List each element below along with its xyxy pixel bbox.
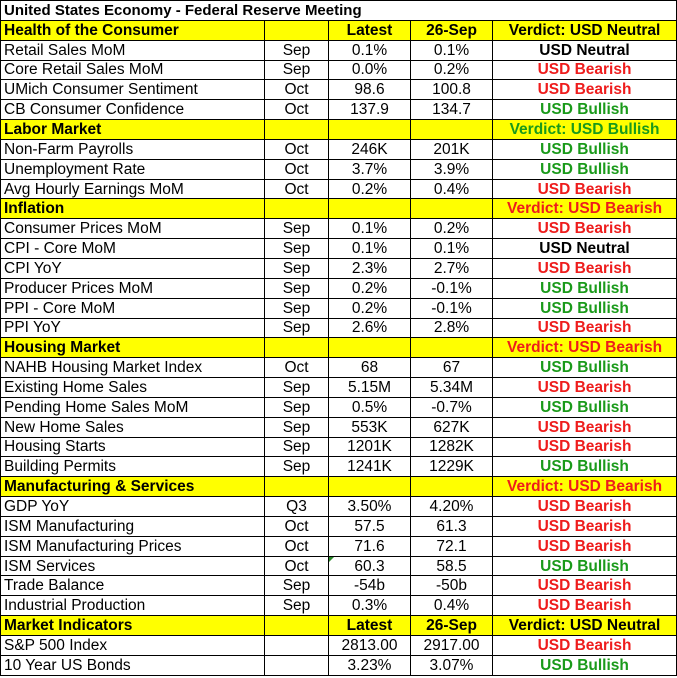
usd-signal: USD Bearish [493, 80, 677, 100]
indicator-period: Sep [265, 378, 329, 398]
section-period-blank [265, 616, 329, 636]
indicator-period: Oct [265, 179, 329, 199]
latest-value: 246K [329, 139, 411, 159]
previous-value: -0.1% [411, 298, 493, 318]
table-row [1, 417, 677, 437]
section-title: Labor Market [1, 120, 265, 140]
section-header-row [1, 20, 677, 40]
latest-value: 2813.00 [329, 636, 411, 656]
table-row [1, 318, 677, 338]
section-header-row [1, 616, 677, 636]
previous-value: 2917.00 [411, 636, 493, 656]
usd-signal: USD Neutral [493, 40, 677, 60]
latest-value: 0.2% [329, 179, 411, 199]
usd-signal: USD Bullish [493, 655, 677, 675]
latest-value: 98.6 [329, 80, 411, 100]
indicator-period: Sep [265, 298, 329, 318]
table-row [1, 378, 677, 398]
table-row [1, 100, 677, 120]
latest-value: 1201K [329, 437, 411, 457]
section-header-row [1, 120, 677, 140]
indicator-period: Oct [265, 536, 329, 556]
previous-value: 58.5 [411, 556, 493, 576]
latest-value: 2.3% [329, 258, 411, 278]
section-verdict: Verdict: USD Bearish [493, 199, 677, 219]
latest-value: 0.2% [329, 298, 411, 318]
indicator-period: Q3 [265, 497, 329, 517]
indicator-name: 10 Year US Bonds [1, 655, 265, 675]
previous-column-header: 26-Sep [411, 616, 493, 636]
usd-signal: USD Bearish [493, 179, 677, 199]
indicator-name: Existing Home Sales [1, 378, 265, 398]
indicator-period: Sep [265, 40, 329, 60]
section-title: Manufacturing & Services [1, 477, 265, 497]
indicator-name: Avg Hourly Earnings MoM [1, 179, 265, 199]
usd-signal: USD Bearish [493, 596, 677, 616]
table-row [1, 516, 677, 536]
usd-signal: USD Bearish [493, 60, 677, 80]
table-row [1, 298, 677, 318]
indicator-name: Pending Home Sales MoM [1, 397, 265, 417]
section-verdict: Verdict: USD Neutral [493, 616, 677, 636]
previous-value: 2.7% [411, 258, 493, 278]
usd-signal: USD Bullish [493, 278, 677, 298]
indicator-period: Oct [265, 100, 329, 120]
previous-column-header: 26-Sep [411, 20, 493, 40]
usd-signal: USD Bullish [493, 397, 677, 417]
section-period-blank [265, 120, 329, 140]
indicator-name: Industrial Production [1, 596, 265, 616]
previous-value: 3.9% [411, 159, 493, 179]
section-header-row [1, 338, 677, 358]
table-row [1, 60, 677, 80]
previous-value: 134.7 [411, 100, 493, 120]
previous-value: 3.07% [411, 655, 493, 675]
section-header-row [1, 477, 677, 497]
indicator-name: UMich Consumer Sentiment [1, 80, 265, 100]
previous-value: 627K [411, 417, 493, 437]
section-verdict: Verdict: USD Bearish [493, 477, 677, 497]
usd-signal: USD Bearish [493, 497, 677, 517]
usd-signal: USD Bearish [493, 636, 677, 656]
indicator-period [265, 655, 329, 675]
latest-value: 1241K [329, 457, 411, 477]
table-row [1, 40, 677, 60]
usd-signal: USD Bearish [493, 516, 677, 536]
usd-signal: USD Bearish [493, 318, 677, 338]
previous-value: 201K [411, 139, 493, 159]
section-verdict: Verdict: USD Neutral [493, 20, 677, 40]
latest-value: 0.1% [329, 40, 411, 60]
latest-value: 5.15M [329, 378, 411, 398]
usd-signal: USD Bullish [493, 556, 677, 576]
latest-column-header: Latest [329, 20, 411, 40]
latest-value: 553K [329, 417, 411, 437]
table-row [1, 576, 677, 596]
section-period-blank [265, 477, 329, 497]
table-body [1, 1, 677, 676]
table-row [1, 80, 677, 100]
table-row [1, 636, 677, 656]
table-row [1, 358, 677, 378]
usd-signal: USD Bullish [493, 100, 677, 120]
table-row [1, 258, 677, 278]
table-row [1, 596, 677, 616]
latest-value: 71.6 [329, 536, 411, 556]
latest-value: 0.1% [329, 239, 411, 259]
section-verdict: Verdict: USD Bearish [493, 338, 677, 358]
previous-value: 100.8 [411, 80, 493, 100]
previous-value: 5.34M [411, 378, 493, 398]
section-verdict: Verdict: USD Bullish [493, 120, 677, 140]
indicator-period: Sep [265, 318, 329, 338]
table-row [1, 159, 677, 179]
indicator-period: Oct [265, 80, 329, 100]
indicator-name: CB Consumer Confidence [1, 100, 265, 120]
table-row [1, 219, 677, 239]
indicator-name: Consumer Prices MoM [1, 219, 265, 239]
usd-signal: USD Bullish [493, 159, 677, 179]
previous-value: 0.2% [411, 219, 493, 239]
latest-value: 0.1% [329, 219, 411, 239]
table-row [1, 139, 677, 159]
table-row [1, 457, 677, 477]
table-row [1, 239, 677, 259]
indicator-name: Trade Balance [1, 576, 265, 596]
indicator-name: S&P 500 Index [1, 636, 265, 656]
previous-value: 1282K [411, 437, 493, 457]
indicator-period: Sep [265, 239, 329, 259]
section-title: Market Indicators [1, 616, 265, 636]
indicator-name: CPI YoY [1, 258, 265, 278]
usd-signal: USD Bearish [493, 437, 677, 457]
latest-value: 137.9 [329, 100, 411, 120]
table-row [1, 278, 677, 298]
latest-column-header [329, 477, 411, 497]
previous-value: -0.7% [411, 397, 493, 417]
title-row [1, 1, 677, 21]
latest-value: -54b [329, 576, 411, 596]
indicator-period: Oct [265, 159, 329, 179]
indicator-name: PPI YoY [1, 318, 265, 338]
indicator-period: Oct [265, 139, 329, 159]
table-row [1, 556, 677, 576]
previous-value: 1229K [411, 457, 493, 477]
section-period-blank [265, 199, 329, 219]
usd-signal: USD Bullish [493, 358, 677, 378]
previous-value: 0.1% [411, 239, 493, 259]
indicator-name: GDP YoY [1, 497, 265, 517]
section-title: Housing Market [1, 338, 265, 358]
indicator-name: ISM Services [1, 556, 265, 576]
usd-signal: USD Bearish [493, 417, 677, 437]
usd-signal: USD Bearish [493, 219, 677, 239]
latest-value: 0.5% [329, 397, 411, 417]
indicator-period: Oct [265, 556, 329, 576]
usd-signal: USD Bearish [493, 378, 677, 398]
latest-value: 60.3 [329, 556, 411, 576]
latest-column-header [329, 338, 411, 358]
latest-value: 3.50% [329, 497, 411, 517]
latest-column-header [329, 199, 411, 219]
latest-value: 3.7% [329, 159, 411, 179]
section-period-blank [265, 338, 329, 358]
latest-value: 3.23% [329, 655, 411, 675]
indicator-period: Sep [265, 457, 329, 477]
indicator-period: Oct [265, 516, 329, 536]
indicator-name: PPI - Core MoM [1, 298, 265, 318]
usd-signal: USD Bullish [493, 457, 677, 477]
latest-value: 0.3% [329, 596, 411, 616]
previous-value: 4.20% [411, 497, 493, 517]
indicator-name: Building Permits [1, 457, 265, 477]
table-row [1, 397, 677, 417]
indicator-name: NAHB Housing Market Index [1, 358, 265, 378]
usd-signal: USD Neutral [493, 239, 677, 259]
indicator-period: Sep [265, 576, 329, 596]
previous-value: 72.1 [411, 536, 493, 556]
usd-signal: USD Bullish [493, 139, 677, 159]
latest-value: 68 [329, 358, 411, 378]
indicator-period: Sep [265, 60, 329, 80]
previous-value: -0.1% [411, 278, 493, 298]
section-header-row [1, 199, 677, 219]
table-row [1, 497, 677, 517]
previous-value: -50b [411, 576, 493, 596]
table-row [1, 179, 677, 199]
indicator-period: Sep [265, 437, 329, 457]
usd-signal: USD Bullish [493, 298, 677, 318]
previous-value: 67 [411, 358, 493, 378]
usd-signal: USD Bearish [493, 576, 677, 596]
indicator-name: Core Retail Sales MoM [1, 60, 265, 80]
indicator-period: Sep [265, 278, 329, 298]
previous-value: 61.3 [411, 516, 493, 536]
section-title: Inflation [1, 199, 265, 219]
indicator-name: Producer Prices MoM [1, 278, 265, 298]
latest-value: 2.6% [329, 318, 411, 338]
previous-value: 0.2% [411, 60, 493, 80]
indicator-period: Sep [265, 397, 329, 417]
indicator-name: New Home Sales [1, 417, 265, 437]
table-row [1, 655, 677, 675]
previous-value: 0.4% [411, 596, 493, 616]
indicator-period: Sep [265, 417, 329, 437]
table-row [1, 437, 677, 457]
latest-column-header [329, 120, 411, 140]
usd-signal: USD Bearish [493, 258, 677, 278]
indicator-name: Housing Starts [1, 437, 265, 457]
indicator-name: ISM Manufacturing [1, 516, 265, 536]
latest-value: 0.0% [329, 60, 411, 80]
section-title: Health of the Consumer [1, 20, 265, 40]
previous-value: 2.8% [411, 318, 493, 338]
previous-value: 0.1% [411, 40, 493, 60]
indicator-period: Sep [265, 258, 329, 278]
latest-column-header: Latest [329, 616, 411, 636]
indicator-name: Non-Farm Payrolls [1, 139, 265, 159]
table-title: United States Economy - Federal Reserve Meeting [1, 1, 677, 21]
latest-value: 0.2% [329, 278, 411, 298]
usd-signal: USD Bearish [493, 536, 677, 556]
previous-value: 0.4% [411, 179, 493, 199]
previous-column-header [411, 477, 493, 497]
indicator-period: Sep [265, 596, 329, 616]
latest-value: 57.5 [329, 516, 411, 536]
previous-column-header [411, 120, 493, 140]
indicator-name: Unemployment Rate [1, 159, 265, 179]
previous-column-header [411, 338, 493, 358]
previous-column-header [411, 199, 493, 219]
indicator-period: Sep [265, 219, 329, 239]
indicator-period [265, 636, 329, 656]
table-row [1, 536, 677, 556]
indicator-name: Retail Sales MoM [1, 40, 265, 60]
indicator-period: Oct [265, 358, 329, 378]
section-period-blank [265, 20, 329, 40]
indicator-name: ISM Manufacturing Prices [1, 536, 265, 556]
indicator-name: CPI - Core MoM [1, 239, 265, 259]
